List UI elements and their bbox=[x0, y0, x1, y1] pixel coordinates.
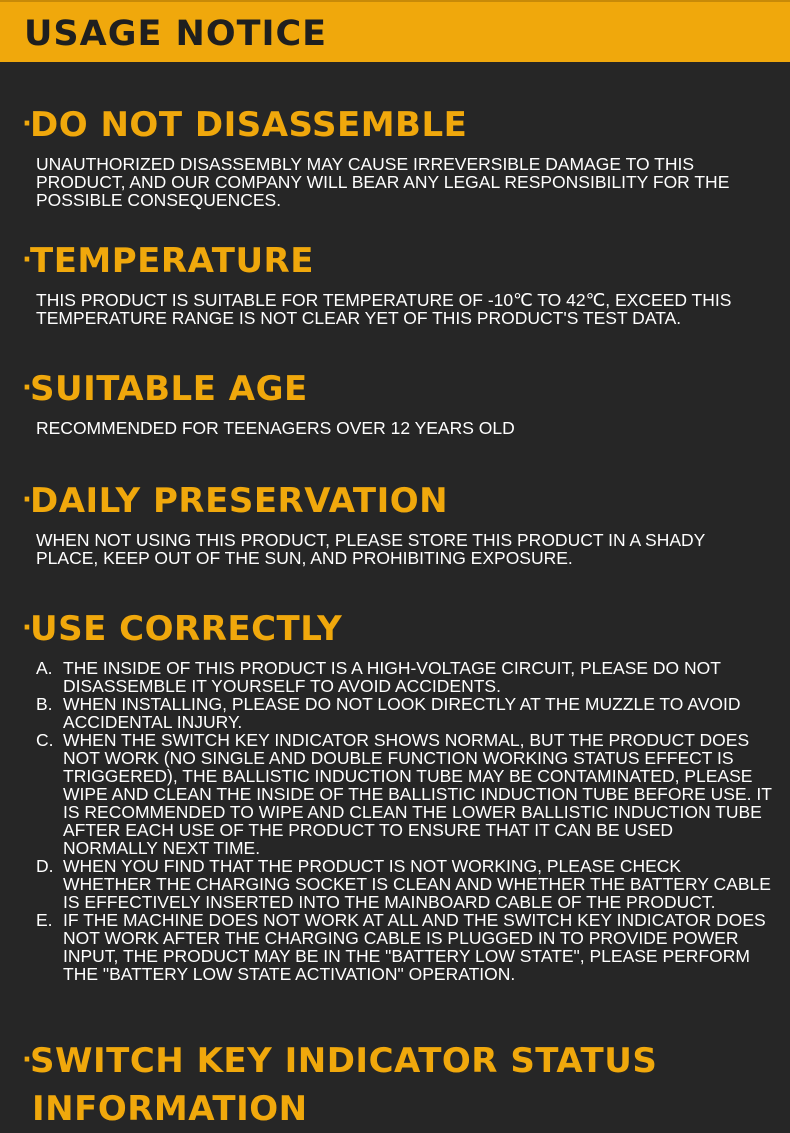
section-heading bbox=[0, 604, 790, 653]
section-title: DAILY PRESERVATION bbox=[30, 481, 449, 521]
list-marker: D. bbox=[36, 856, 54, 876]
bullet-dot-icon: · bbox=[22, 613, 33, 643]
section-heading bbox=[0, 236, 790, 285]
section-title-line2: INFORMATION bbox=[32, 1089, 308, 1129]
bullet-dot-icon: · bbox=[22, 485, 33, 515]
section-do-not-disassemble bbox=[0, 100, 790, 209]
instruction-list bbox=[0, 659, 790, 983]
section-heading bbox=[0, 100, 790, 149]
header-bar bbox=[0, 0, 790, 62]
section-use-correctly bbox=[0, 604, 790, 983]
section-body: THIS PRODUCT IS SUITABLE FOR TEMPERATURE OF -10℃ TO 42℃, EXCEED THIS TEMPERATURE RANGE IS NOT CLEAR YET OF THIS PRODUCT'S TEST DATA. bbox=[36, 290, 732, 328]
section-title: TEMPERATURE bbox=[30, 241, 314, 281]
page-title: USAGE NOTICE bbox=[24, 14, 328, 54]
list-marker: A. bbox=[36, 658, 53, 678]
list-item bbox=[36, 731, 772, 857]
list-marker: E. bbox=[36, 910, 53, 930]
list-item-text: WHEN YOU FIND THAT THE PRODUCT IS NOT WORKING, PLEASE CHECK WHETHER THE CHARGING SOCKET IS CLEAN AND WHETHER THE BATTERY CABLE IS EFFECTIVELY INSERTED INTO THE MAINBOARD CABLE OF THE PRODUCT. bbox=[63, 856, 771, 912]
list-item-text: IF THE MACHINE DOES NOT WORK AT ALL AND THE SWITCH KEY INDICATOR DOES NOT WORK AFTER THE CHARGING CABLE IS PLUGGED IN TO PROVIDE POWER INPUT, THE PRODUCT MAY BE IN THE "BATTERY LOW STATE", PLEASE PERFORM THE "BATTERY LOW STATE ACTIVATION" OPERATION. bbox=[63, 910, 766, 984]
list-marker: B. bbox=[36, 694, 53, 714]
section-heading bbox=[0, 1036, 790, 1133]
list-item bbox=[36, 911, 772, 983]
section-heading bbox=[0, 476, 790, 525]
bullet-dot-icon: · bbox=[22, 373, 33, 403]
bullet-dot-icon: · bbox=[22, 109, 33, 139]
section-title: USE CORRECTLY bbox=[30, 609, 343, 649]
section-title: DO NOT DISASSEMBLE bbox=[30, 105, 468, 145]
list-item bbox=[36, 659, 772, 695]
list-item bbox=[36, 857, 772, 911]
list-marker: C. bbox=[36, 730, 54, 750]
list-item-text: WHEN INSTALLING, PLEASE DO NOT LOOK DIRECTLY AT THE MUZZLE TO AVOID ACCIDENTAL INJURY. bbox=[63, 694, 741, 732]
bullet-dot-icon: · bbox=[22, 245, 33, 275]
section-daily-preservation bbox=[0, 476, 790, 567]
bullet-dot-icon: · bbox=[22, 1045, 33, 1075]
list-item-text: WHEN THE SWITCH KEY INDICATOR SHOWS NORMAL, BUT THE PRODUCT DOES NOT WORK (NO SINGLE AND DOUBLE FUNCTION WORKING STATUS EFFECT IS TRIGGERED), THE BALLISTIC INDUCTION TUBE MAY BE CONTAMINATED, PLEASE WIPE AND CLEAN THE INSIDE OF THE BALLISTIC INDUCTION TUBE BEFORE USE. IT IS RECOMMENDED TO WIPE AND CLEAN THE LOWER BALLISTIC INDUCTION TUBE AFTER EACH USE OF THE PRODUCT TO ENSURE THAT IT CAN BE USED NORMALLY NEXT TIME. bbox=[63, 730, 772, 858]
list-item-text: THE INSIDE OF THIS PRODUCT IS A HIGH-VOLTAGE CIRCUIT, PLEASE DO NOT DISASSEMBLE IT YOURSELF TO AVOID ACCIDENTS. bbox=[63, 658, 721, 696]
section-temperature bbox=[0, 236, 790, 327]
section-body: WHEN NOT USING THIS PRODUCT, PLEASE STORE THIS PRODUCT IN A SHADY PLACE, KEEP OUT OF THE SUN, AND PROHIBITING EXPOSURE. bbox=[36, 530, 706, 568]
section-body: UNAUTHORIZED DISASSEMBLY MAY CAUSE IRREVERSIBLE DAMAGE TO THIS PRODUCT, AND OUR COMPANY WILL BEAR ANY LEGAL RESPONSIBILITY FOR THE POSSIBLE CONSEQUENCES. bbox=[36, 154, 730, 210]
section-heading bbox=[0, 364, 790, 413]
section-title-line1: SWITCH KEY INDICATOR STATUS bbox=[30, 1041, 658, 1081]
section-suitable-age bbox=[0, 364, 790, 437]
section-body: RECOMMENDED FOR TEENAGERS OVER 12 YEARS OLD bbox=[36, 418, 515, 438]
list-item bbox=[36, 695, 772, 731]
section-switch-key-indicator bbox=[0, 1036, 790, 1133]
section-title: SUITABLE AGE bbox=[30, 369, 308, 409]
